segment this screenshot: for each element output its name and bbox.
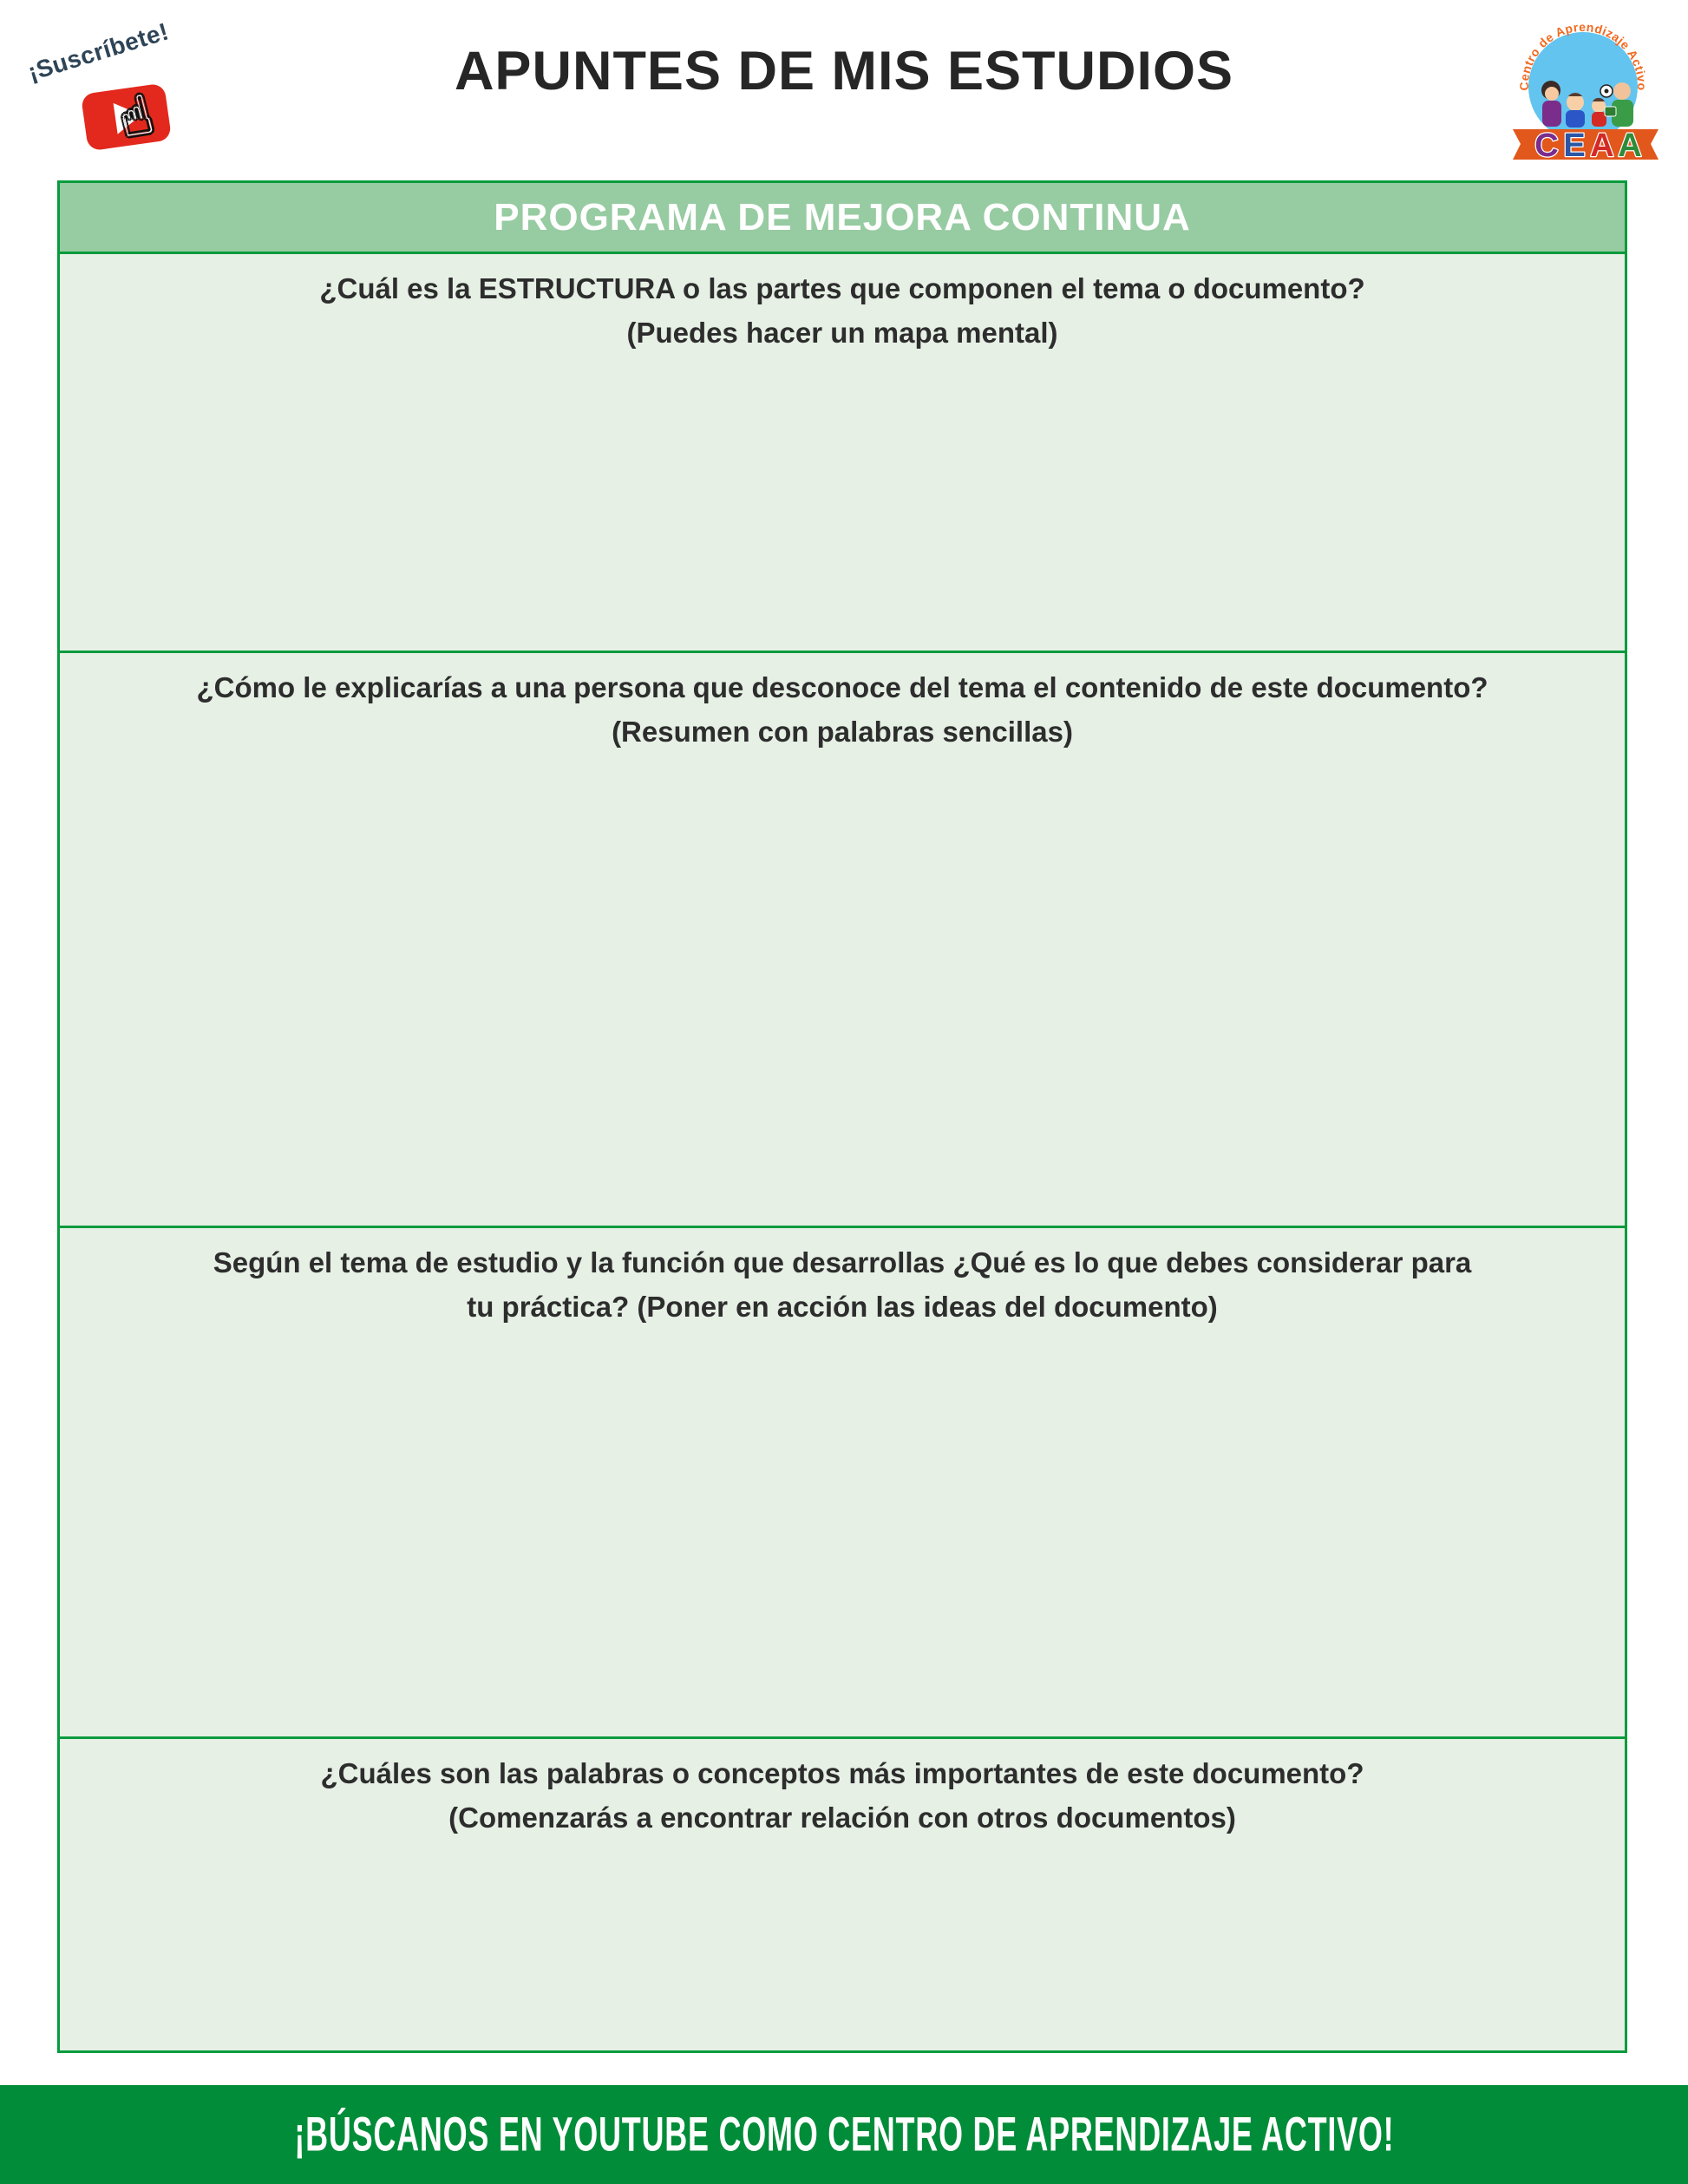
logo-arc-text: Centro de Aprendizaje Activo — [1516, 24, 1650, 91]
question-hint: (Puedes hacer un mapa mental) — [626, 317, 1058, 350]
logo-letter-e: E — [1563, 128, 1586, 163]
program-table — [57, 180, 1627, 2053]
footer-text: ¡BÚSCANOS EN YOUTUBE COMO CENTRO DE APRENDIZAJE ACTIVO! — [294, 2108, 1394, 2161]
question-text — [60, 1739, 1625, 1840]
logo-letter-a1: A — [1590, 128, 1614, 163]
question-line: ¿Cuáles son las palabras o conceptos más importantes de este documento? — [320, 1757, 1364, 1789]
ceaa-logo-graphic — [1511, 24, 1660, 163]
page-title: APUNTES DE MIS ESTUDIOS — [454, 41, 1234, 101]
footer-banner — [0, 2085, 1688, 2184]
table-row-conceptos — [60, 1736, 1625, 2050]
question-line: ¿Cuál es la ESTRUCTURA o las partes que componen el tema o documento? — [319, 272, 1365, 304]
ceaa-logo — [1511, 24, 1660, 163]
question-hint: (Comenzarás a encontrar relación con otros documentos) — [448, 1801, 1236, 1834]
logo-letter-a2: A — [1618, 128, 1642, 163]
hand-cursor-icon: ☝ — [112, 82, 160, 152]
question-line: ¿Cómo le explicarías a una persona que desconoce del tema el contenido de este documento? — [196, 671, 1488, 703]
answer-area-conceptos[interactable] — [60, 1840, 1625, 2050]
answer-area-estructura[interactable] — [60, 355, 1625, 651]
table-row-practica — [60, 1226, 1625, 1736]
table-header: PROGRAMA DE MEJORA CONTINUA — [60, 183, 1625, 252]
subscribe-label: ¡Suscríbete! — [24, 17, 173, 87]
table-row-explicacion — [60, 651, 1625, 1226]
question-line: tu práctica? (Poner en acción las ideas del documento) — [467, 1291, 1218, 1324]
question-hint: (Resumen con palabras sencillas) — [612, 716, 1073, 749]
answer-area-practica[interactable] — [60, 1329, 1625, 1736]
question-text — [60, 653, 1625, 754]
question-text — [60, 1228, 1625, 1329]
answer-area-explicacion[interactable] — [60, 754, 1625, 1226]
question-text — [60, 254, 1625, 355]
table-row-estructura — [60, 252, 1625, 651]
logo-letter-c: C — [1534, 128, 1559, 163]
question-line: Según el tema de estudio y la función que desarrollas ¿Qué es lo que debes considerar para — [213, 1246, 1472, 1278]
